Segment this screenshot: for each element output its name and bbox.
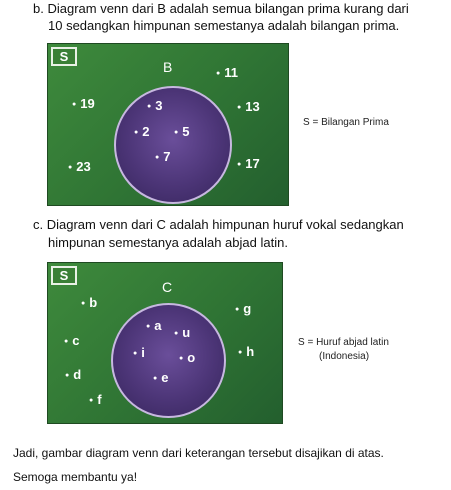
set-label-c: C <box>162 279 173 295</box>
legend-c <box>298 336 389 364</box>
element-c-outside: ● c <box>64 333 79 348</box>
set-circle-c <box>111 303 226 418</box>
legend-b: S = Bilangan Prima <box>303 117 389 128</box>
conclusion-text: Jadi, gambar diagram venn dari keterangan tersebut disajikan di atas. <box>13 446 384 460</box>
heading-b-line2: 10 sedangkan himpunan semestanya adalah bilangan prima. <box>48 18 400 33</box>
heading-c-line1: c. Diagram venn dari C adalah himpunan huruf vokal sedangkan <box>33 217 404 232</box>
element-b-outside: ● 17 <box>237 156 260 171</box>
element-b-outside: ● 19 <box>72 96 95 111</box>
element-c-outside: ● g <box>235 301 251 316</box>
element-b-inside: ● 7 <box>155 149 170 164</box>
set-label-b: B <box>163 59 173 75</box>
legend-c-line1: S = Huruf abjad latin <box>298 337 389 348</box>
universe-label-c: S <box>51 266 77 285</box>
element-c-inside: ● i <box>133 345 145 360</box>
element-b-inside: ● 2 <box>134 124 149 139</box>
element-b-outside: ● 23 <box>68 159 91 174</box>
closing-text: Semoga membantu ya! <box>13 470 138 484</box>
set-circle-b <box>114 86 232 204</box>
universe-label-b: S <box>51 47 77 66</box>
element-b-inside: ● 3 <box>147 98 162 113</box>
heading-c-line2: himpunan semestanya adalah abjad latin. <box>48 235 288 250</box>
legend-c-line2: (Indonesia) <box>319 351 370 362</box>
element-b-outside: ● 11 <box>216 65 238 80</box>
element-c-inside: ● o <box>179 350 195 365</box>
element-c-outside: ● d <box>65 367 81 382</box>
element-c-outside: ● b <box>81 295 97 310</box>
element-c-outside: ● f <box>89 392 102 407</box>
heading-b-line1: b. Diagram venn dari B adalah semua bilangan prima kurang dari <box>33 1 409 16</box>
element-c-inside: ● e <box>153 370 168 385</box>
element-c-inside: ● u <box>174 325 190 340</box>
element-b-inside: ● 5 <box>174 124 189 139</box>
venn-diagram-c <box>47 262 283 424</box>
element-c-inside: ● a <box>146 318 161 333</box>
venn-diagram-b <box>47 43 289 206</box>
element-c-outside: ● h <box>238 344 254 359</box>
element-b-outside: ● 13 <box>237 99 260 114</box>
